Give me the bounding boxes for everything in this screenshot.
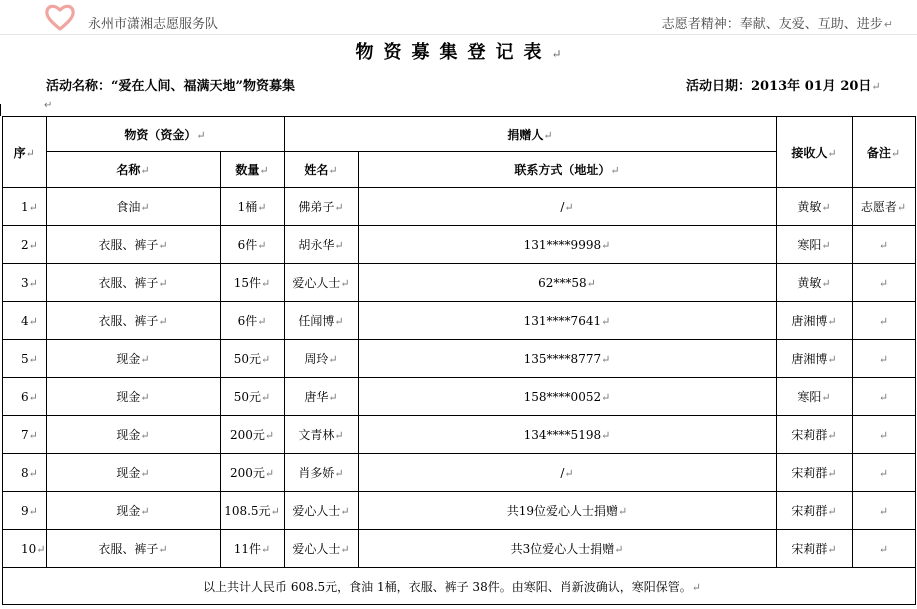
table-row xyxy=(3,454,916,492)
page-header xyxy=(0,0,917,40)
cell-donor-name: 佛弟子↵ xyxy=(284,188,358,226)
table-row xyxy=(3,264,916,302)
cell-donor-name: 胡永华↵ xyxy=(284,226,358,264)
cell-contact: /↵ xyxy=(358,454,776,492)
cell-seq: 6↵ xyxy=(3,378,47,416)
cell-seq: 7↵ xyxy=(3,416,47,454)
col-quantity-header: 数量↵ xyxy=(220,152,284,188)
paragraph-mark: ↵ xyxy=(44,100,53,111)
cell-remark: ↵ xyxy=(852,530,915,568)
cell-donor-name: 爱心人士↵ xyxy=(284,492,358,530)
cell-seq: 10↵ xyxy=(3,530,47,568)
cell-receiver: 寒阳↵ xyxy=(776,226,852,264)
col-donor-name-header: 姓名↵ xyxy=(284,152,358,188)
cell-quantity: 11件↵ xyxy=(220,530,284,568)
table-row xyxy=(3,378,916,416)
col-donor-group-header: 捐赠人↵ xyxy=(284,117,776,152)
cell-item-name: 衣服、裤子↵ xyxy=(46,264,220,302)
header-row-1 xyxy=(3,117,916,152)
cell-seq: 1↵ xyxy=(3,188,47,226)
cell-donor-name: 唐华↵ xyxy=(284,378,358,416)
cell-quantity: 50元↵ xyxy=(220,378,284,416)
cell-item-name: 衣服、裤子↵ xyxy=(46,226,220,264)
col-remark-header: 备注↵ xyxy=(852,117,915,188)
cell-quantity: 50元↵ xyxy=(220,340,284,378)
cell-seq: 2↵ xyxy=(3,226,47,264)
cell-quantity: 200元↵ xyxy=(220,416,284,454)
cell-item-name: 现金↵ xyxy=(46,492,220,530)
table-row xyxy=(3,416,916,454)
table-edge-mark xyxy=(0,104,1,116)
table-row xyxy=(3,340,916,378)
cell-remark: ↵ xyxy=(852,226,915,264)
cell-receiver: 宋莉群↵ xyxy=(776,416,852,454)
volunteer-motto: 志愿者精神：奉献、友爱、互助、进步↵ xyxy=(661,17,893,32)
cell-receiver: 唐湘博↵ xyxy=(776,340,852,378)
col-seq-header: 序↵ xyxy=(3,117,47,188)
table-row xyxy=(3,530,916,568)
cell-seq: 8↵ xyxy=(3,454,47,492)
cell-item-name: 现金↵ xyxy=(46,378,220,416)
event-date: 活动日期：2013年 01月 20日↵ xyxy=(686,79,881,94)
cell-item-name: 食油↵ xyxy=(46,188,220,226)
cell-receiver: 宋莉群↵ xyxy=(776,454,852,492)
cell-receiver: 宋莉群↵ xyxy=(776,492,852,530)
cell-seq: 4↵ xyxy=(3,302,47,340)
table-body xyxy=(3,188,916,568)
cell-donor-name: 爱心人士↵ xyxy=(284,264,358,302)
cell-contact: 131****7641↵ xyxy=(358,302,776,340)
cell-remark: ↵ xyxy=(852,416,915,454)
table-row xyxy=(3,226,916,264)
org-name: 永州市潇湘志愿服务队 xyxy=(88,17,219,32)
cell-item-name: 现金↵ xyxy=(46,416,220,454)
cell-seq: 3↵ xyxy=(3,264,47,302)
cell-donor-name: 任闻博↵ xyxy=(284,302,358,340)
cell-quantity: 200元↵ xyxy=(220,454,284,492)
cell-receiver: 唐湘博↵ xyxy=(776,302,852,340)
cell-contact: 131****9998↵ xyxy=(358,226,776,264)
event-name: 活动名称：“爱在人间、福满天地”物资募集 xyxy=(46,79,295,94)
cell-receiver: 黄敏↵ xyxy=(776,264,852,302)
cell-donor-name: 周玲↵ xyxy=(284,340,358,378)
cell-item-name: 衣服、裤子↵ xyxy=(46,530,220,568)
cell-donor-name: 肖多娇↵ xyxy=(284,454,358,492)
cell-item-name: 现金↵ xyxy=(46,454,220,492)
table-row xyxy=(3,188,916,226)
heart-logo-icon xyxy=(44,2,76,32)
cell-quantity: 6件↵ xyxy=(220,302,284,340)
cell-contact: 62***58↵ xyxy=(358,264,776,302)
cell-quantity: 6件↵ xyxy=(220,226,284,264)
page-title: 物资募集登记表↵ xyxy=(355,42,562,63)
header-divider xyxy=(0,34,917,35)
cell-item-name: 现金↵ xyxy=(46,340,220,378)
cell-remark: ↵ xyxy=(852,454,915,492)
table-row xyxy=(3,302,916,340)
cell-remark: ↵ xyxy=(852,264,915,302)
table-row xyxy=(3,492,916,530)
cell-remark: ↵ xyxy=(852,340,915,378)
registration-table xyxy=(2,116,916,605)
cell-contact: 共19位爱心人士捐赠↵ xyxy=(358,492,776,530)
cell-remark: ↵ xyxy=(852,378,915,416)
cell-contact: 共3位爱心人士捐赠↵ xyxy=(358,530,776,568)
col-contact-header: 联系方式（地址）↵ xyxy=(358,152,776,188)
cell-contact: 158****0052↵ xyxy=(358,378,776,416)
cell-remark: ↵ xyxy=(852,492,915,530)
cell-receiver: 寒阳↵ xyxy=(776,378,852,416)
cell-contact: /↵ xyxy=(358,188,776,226)
col-receiver-header: 接收人↵ xyxy=(776,117,852,188)
cell-seq: 9↵ xyxy=(3,492,47,530)
cell-item-name: 衣服、裤子↵ xyxy=(46,302,220,340)
cell-remark: 志愿者↵ xyxy=(852,188,915,226)
cell-receiver: 黄敏↵ xyxy=(776,188,852,226)
cell-contact: 135****8777↵ xyxy=(358,340,776,378)
summary-row xyxy=(3,568,916,605)
cell-quantity: 1桶↵ xyxy=(220,188,284,226)
cell-quantity: 108.5元↵ xyxy=(220,492,284,530)
cell-remark: ↵ xyxy=(852,302,915,340)
col-name-header: 名称↵ xyxy=(46,152,220,188)
col-supplies-group-header: 物资（资金）↵ xyxy=(46,117,284,152)
summary-text: 以上共计人民币 608.5元，食油 1桶，衣服、裤子 38件。由寒阳、肖新波确认，寒阳保管。↵ xyxy=(3,568,916,605)
cell-donor-name: 爱心人士↵ xyxy=(284,530,358,568)
cell-seq: 5↵ xyxy=(3,340,47,378)
cell-contact: 134****5198↵ xyxy=(358,416,776,454)
cell-receiver: 宋莉群↵ xyxy=(776,530,852,568)
cell-donor-name: 文青林↵ xyxy=(284,416,358,454)
cell-quantity: 15件↵ xyxy=(220,264,284,302)
